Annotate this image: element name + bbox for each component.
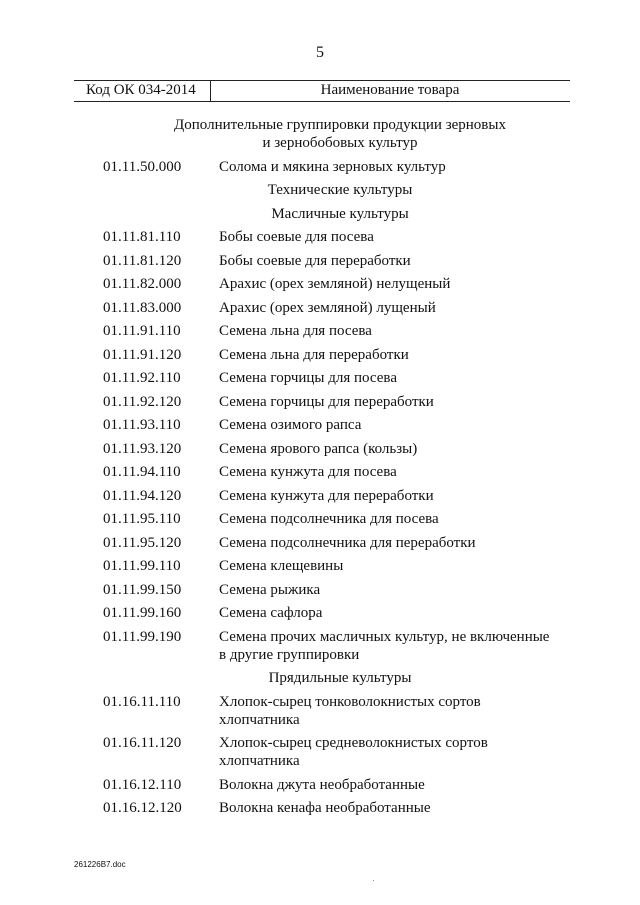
product-name: Семена горчицы для посева [219,370,397,386]
table-row [0,275,640,293]
table-row [0,346,640,364]
product-code: 01.11.93.120 [103,440,182,457]
product-code: 01.11.99.150 [103,581,182,598]
product-name: Бобы соевые для переработки [219,252,411,269]
product-code: 01.11.91.110 [103,323,181,339]
table-row [0,776,640,794]
product-code: 01.11.82.000 [103,276,182,292]
product-name: Семена подсолнечника для посева [219,511,439,527]
table-row [0,510,640,528]
product-name: Семена горчицы для переработки [219,393,434,410]
product-code: 01.11.81.110 [103,229,181,245]
section-title: Масличные культуры [271,205,409,222]
product-code: 01.16.11.110 [103,693,181,710]
product-name: Волокна кенафа необработанные [219,800,431,816]
product-code: 01.11.93.110 [103,417,181,433]
table-row [0,581,640,599]
file-name: 261226B7.doc [74,860,126,869]
product-name: Арахис (орех земляной) лущеный [219,299,436,316]
product-name: Семена подсолнечника для переработки [219,534,476,551]
product-code: 01.11.83.000 [103,299,182,316]
product-code: 01.11.95.110 [103,511,181,527]
section-heading [0,181,640,199]
table-row [0,158,640,176]
product-code: 01.16.12.110 [103,776,182,793]
product-name: Семена льна для посева [219,323,372,339]
product-name: Семена рыжика [219,581,321,598]
product-name: Семена озимого рапса [219,417,362,433]
product-code: 01.11.99.190 [103,628,182,645]
product-name: Бобы соевые для посева [219,229,374,245]
product-name: Семена кунжута для посева [219,464,397,480]
section-title: Технические культуры [267,182,413,198]
product-code: 01.11.92.120 [103,393,182,410]
product-name: Волокна джута необработанные [219,776,425,793]
table-row [0,440,640,458]
section-title: Дополнительные группировки продукции зерновых и зернобобовых культур [174,117,506,151]
product-name: Солома и мякина зерновых культур [219,158,446,175]
section-heading [0,669,640,687]
page-speck [373,880,374,881]
product-code: 01.11.94.110 [103,464,181,480]
product-code: 01.11.81.120 [103,252,182,269]
table-row [0,557,640,575]
product-code: 01.11.99.110 [103,558,181,574]
product-name: Хлопок-сырец тонковолокнистых сортов хлопчатника [219,693,481,728]
product-code: 01.16.11.120 [103,735,182,751]
product-code: 01.11.92.110 [103,370,181,386]
section-title: Прядильные культуры [268,670,412,686]
table-row [0,693,640,729]
table-row [0,534,640,552]
product-name: Арахис (орех земляной) нелущеный [219,276,451,292]
section-heading [0,205,640,223]
header-code-label: Код ОК 034-2014 [86,82,196,98]
table-row [0,393,640,411]
product-code: 01.11.95.120 [103,534,182,551]
classification-table [0,116,640,823]
table-row [0,487,640,505]
table-row [0,628,640,664]
table-row [0,322,640,340]
product-code: 01.16.12.120 [103,800,182,816]
section-heading [0,116,640,152]
table-row [0,604,640,622]
page-number: 5 [316,44,324,61]
table-row [0,299,640,317]
table-row [0,463,640,481]
product-name: Семена сафлора [219,605,323,621]
header-name-label: Наименование товара [320,82,460,98]
product-name: Семена кунжута для переработки [219,487,434,504]
product-name: Семена ярового рапса (кользы) [219,440,418,457]
header-bottom-rule [74,101,570,102]
table-row [0,252,640,270]
product-name: Семена клещевины [219,558,344,574]
product-code: 01.11.99.160 [103,605,182,621]
product-name: Семена льна для переработки [219,346,409,363]
table-header [74,80,570,102]
product-name: Хлопок-сырец средневолокнистых сортов хлопчатника [219,735,488,769]
product-name: Семена прочих масличных культур, не включенные в другие группировки [219,628,550,663]
table-row [0,369,640,387]
product-code: 01.11.91.120 [103,346,182,363]
table-row [0,799,640,817]
table-row [0,416,640,434]
table-row [0,734,640,770]
table-row [0,228,640,246]
product-code: 01.11.50.000 [103,158,182,175]
product-code: 01.11.94.120 [103,487,182,504]
header-top-rule [74,80,570,81]
